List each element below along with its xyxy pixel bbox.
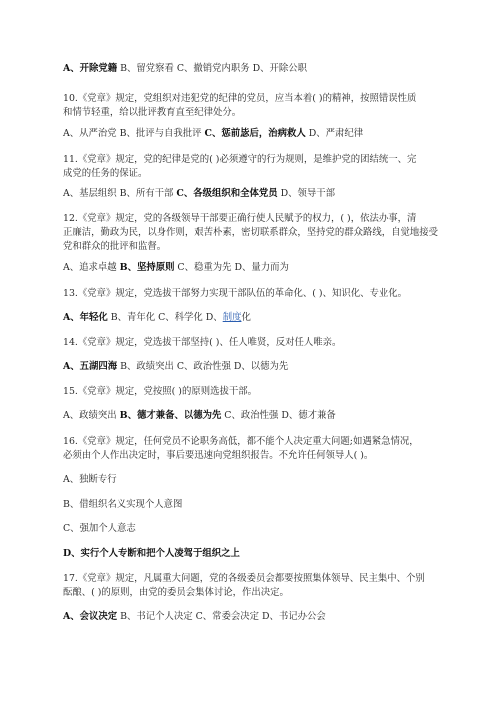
other-options: B、留党察看 C、撤销党内职务 D、开除公职 — [117, 63, 308, 74]
q10-options — [63, 128, 363, 140]
q16-option-d-answer: D、实行个人专断和把个人凌驾于组织之上 — [63, 548, 240, 559]
answer-option: C、各级组织和全体党员 — [176, 188, 278, 199]
options-before: A、追求卓越 — [63, 262, 120, 273]
options-after: D、领导干部 — [277, 188, 335, 199]
q17-text-line-1: 17.《党章》规定，凡属重大问题，党的各级委员会都要按照集体领导、民主集中、个别 — [63, 573, 425, 584]
q16-text-line-1: 16.《党章》规定，任何党员不论职务高低，都不能个人决定重大问题;如遇紧急情况， — [63, 436, 419, 447]
options-after: B、政绩突出 C、政治性强 D、以德为先 — [117, 361, 289, 372]
q10-text-line-2: 和情节轻重，给以批评教育直至纪律处分。 — [63, 107, 242, 118]
q16-option-c: C、强加个人意志 — [63, 523, 136, 534]
q11-options — [63, 188, 335, 200]
answer-option: A、开除党籍 — [63, 63, 118, 74]
q10-text-line-1: 10.《党章》规定，党组织对违犯党的纪律的党员，应当本着( )的精神，按照错误性质 — [63, 93, 417, 104]
q15-text-line-1: 15.《党章》规定，党按照( )的原则选拔干部。 — [63, 386, 257, 397]
answer-option: C、惩前毖后，治病救人 — [204, 128, 306, 139]
q16-option-b: B、借组织名义实现个人意图 — [63, 499, 183, 510]
answer-option: A、会议决定 — [63, 611, 118, 622]
q11-text-line-1: 11.《党章》规定，党的纪律是党的( )必须遵守的行为规则，是维护党的团结统一、完 — [63, 154, 417, 165]
answer-option: A、年轻化 — [63, 312, 108, 323]
q14-text-line-1: 14.《党章》规定，党选拔干部坚持( )、任人唯贤，反对任人唯亲。 — [63, 337, 342, 348]
options-before: A、从严治党 B、批评与自我批评 — [63, 128, 205, 139]
q12-text-line-3: 党和群众的批评和监督。 — [63, 241, 167, 252]
q15-options — [63, 410, 336, 422]
q9-options — [63, 63, 307, 75]
answer-option: B、德才兼备、以德为先 — [119, 410, 222, 421]
q16-text-line-2: 必须由个人作出决定时，事后要迅速向党组织报告。不允许任何领导人( )。 — [63, 450, 374, 461]
options-after: C、稳重为先 D、量力而为 — [174, 262, 289, 273]
q14-options — [63, 361, 288, 373]
q17-options — [63, 611, 326, 623]
options-after: 化 — [241, 312, 251, 323]
q17-text-line-2: 酝酿、( )的原则，由党的委员会集体讨论，作出决定。 — [63, 587, 289, 598]
answer-option: A、五湖四海 — [63, 361, 118, 372]
options-after: D、严肃纪律 — [305, 128, 364, 139]
q13-options — [63, 312, 251, 324]
options-before: A、基层组织 B、所有干部 — [63, 188, 177, 199]
q12-text-line-1: 12.《党章》规定，党的各级领导干部要正确行使人民赋予的权力，( )，依法办事，清 — [63, 213, 417, 224]
options-after: B、书记个人决定 C、常委会决定 D、书记办公会 — [117, 611, 326, 622]
q13-text-line-1: 13.《党章》规定，党选拔干部努力实现干部队伍的革命化、( )、知识化、专业化。 — [63, 288, 407, 299]
q12-options — [63, 262, 289, 274]
hyperlink[interactable]: 制度 — [222, 312, 242, 323]
answer-option: B、坚持原则 — [119, 262, 175, 273]
options-after: C、政治性强 D、德才兼备 — [221, 410, 336, 421]
options-middle: B、青年化 C、科学化 D、 — [107, 312, 223, 323]
q16-option-a: A、独断专行 — [63, 474, 117, 485]
options-before: A、政绩突出 — [63, 410, 120, 421]
q12-text-line-2: 正廉洁，勤政为民，以身作则，艰苦朴素，密切联系群众，坚持党的群众路线，自觉地接受 — [63, 227, 439, 238]
q11-text-line-2: 成党的任务的保证。 — [63, 168, 148, 179]
